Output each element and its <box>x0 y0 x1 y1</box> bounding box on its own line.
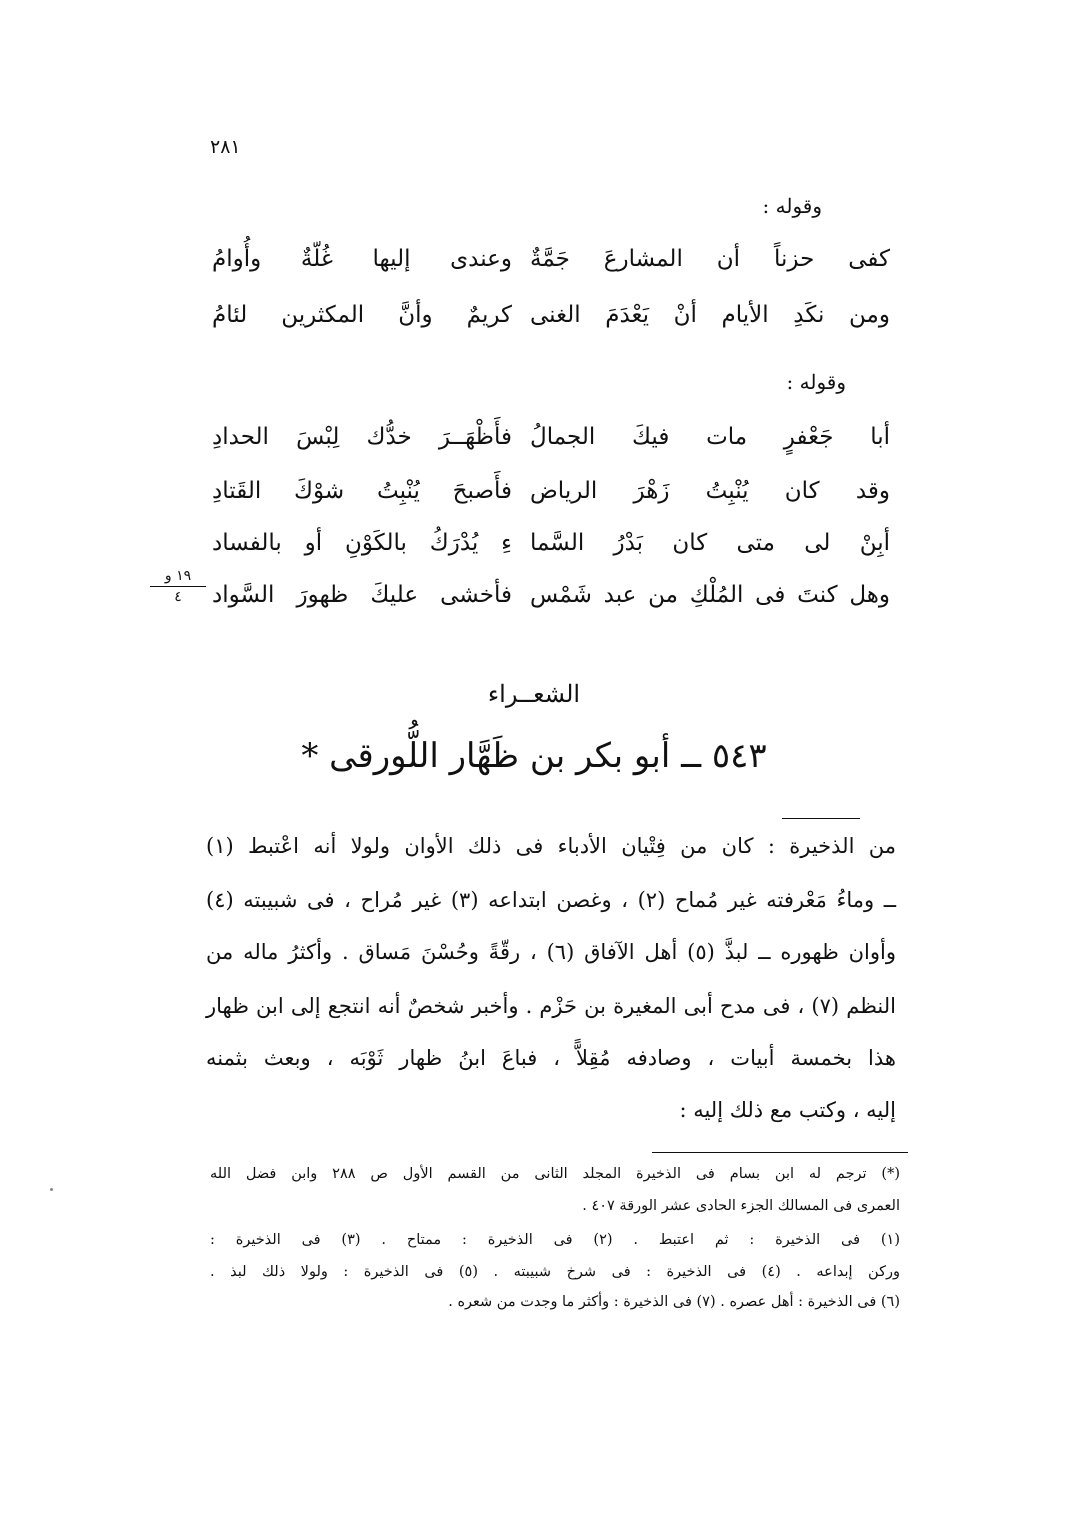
margin-folio-note <box>150 568 206 605</box>
footnote-line-4: وركن إبداعه . (٤) فى الذخيرة : فى شرخ شبيبته . (٥) فى الذخيرة : ولولا ذلك لبذ . <box>210 1264 900 1280</box>
margin-note-bottom: ٤ <box>174 589 182 605</box>
footnote-line-5: (٦) فى الذخيرة : أهل عصره . (٧) فى الذخيرة : وأكثر ما وجدت من شعره . <box>448 1294 900 1310</box>
entry-heading: ٥٤٣ ــ أبو بكر بن ظَهَّار اللُّورقى * <box>301 736 767 776</box>
poem1-verse1-right: كفى حزناً أن المشارعَ جَمَّةٌ <box>530 246 890 272</box>
poem2-verse3-right: أبِنْ لى متى كان بَدْرُ السَّما <box>530 530 890 556</box>
poem2-verse1-right: أبا جَعْفرٍ مات فيكَ الجمالُ <box>530 424 890 450</box>
section-title: الشعــراء <box>487 680 581 708</box>
poem2-verse2-right: وقد كان يُنْبِتُ زَهْرَ الرياض <box>530 478 890 504</box>
heading-rule <box>782 818 860 819</box>
footnote-line-1: (*) ترجم له ابن بسام فى الذخيرة المجلد الثانى من القسم الأول ص ٢٨٨ وابن فضل الله <box>210 1166 900 1182</box>
margin-note-top: ١٩ و <box>164 568 192 584</box>
footnote-rule <box>652 1152 908 1153</box>
poem2-verse1-left: فأَظْهَــرَ خدُّك لِبْسَ الحدادِ <box>212 424 512 450</box>
prose-line-4: النظم (٧) ، فى مدح أبى المغيرة بن حَزْم . وأخبر شخصٌ أنه انتجع إلى ابن ظهار <box>206 994 896 1018</box>
prose-line-1: من الذخيرة : كان من فِتْيان الأدباء فى ذلك الأوان ولولا أنه اعْتبط (١) <box>206 834 896 858</box>
poem1-verse1-left: وعندى إليها غُلّةٌ وأُوامُ <box>212 246 512 272</box>
poem2-verse3-left: ءِ يُدْرَكُ بالكَوْنِ أو بالفساد <box>212 530 512 556</box>
page-number: ٢٨١ <box>210 136 241 158</box>
poem2-verse4-left: فأخشى عليكَ ظهورَ السَّواد <box>212 582 512 608</box>
footnote-line-2: العمرى فى المسالك الجزء الحادى عشر الورقة ٤٠٧ . <box>582 1198 900 1214</box>
poem1-verse2-left: كريمٌ وأنَّ المكثرين لئامُ <box>212 302 512 328</box>
prose-line-5: هذا بخمسة أبيات ، وصادفه مُقِلاًّ ، فباعَ ابنُ ظهار ثَوْبَه ، وبعث بثمنه <box>206 1046 896 1070</box>
poem2-intro: وقوله : <box>786 370 846 394</box>
poem2-verse2-left: فأَصبحَ يُنْبِتُ شوْكَ القَتادِ <box>212 478 512 504</box>
margin-note-rule <box>150 586 206 587</box>
poem2-verse4-right: وهل كنتَ فى المُلْكِ من عبد شَمْس <box>530 582 890 608</box>
scan-speck <box>50 1188 53 1191</box>
poem1-intro: وقوله : <box>762 194 822 218</box>
footnote-line-3: (١) فى الذخيرة : ثم اعتبط . (٢) فى الذخيرة : ممتاح . (٣) فى الذخيرة : <box>210 1232 900 1248</box>
prose-line-6: إليه ، وكتب مع ذلك إليه : <box>679 1098 896 1122</box>
prose-line-3: وأوان ظهوره ــ لبذَّ (٥) أهل الآفاق (٦) ، رقّةً وحُسْنَ مَساق . وأكثرُ ماله من <box>206 940 896 964</box>
prose-line-2: ــ وماءُ مَعْرفته غير مُماح (٢) ، وغصن ابتداعه (٣) غير مُراح ، فى شبيبته (٤) <box>206 888 897 912</box>
poem1-verse2-right: ومن نكَدِ الأيام أنْ يَعْدَمَ الغنى <box>530 302 890 328</box>
